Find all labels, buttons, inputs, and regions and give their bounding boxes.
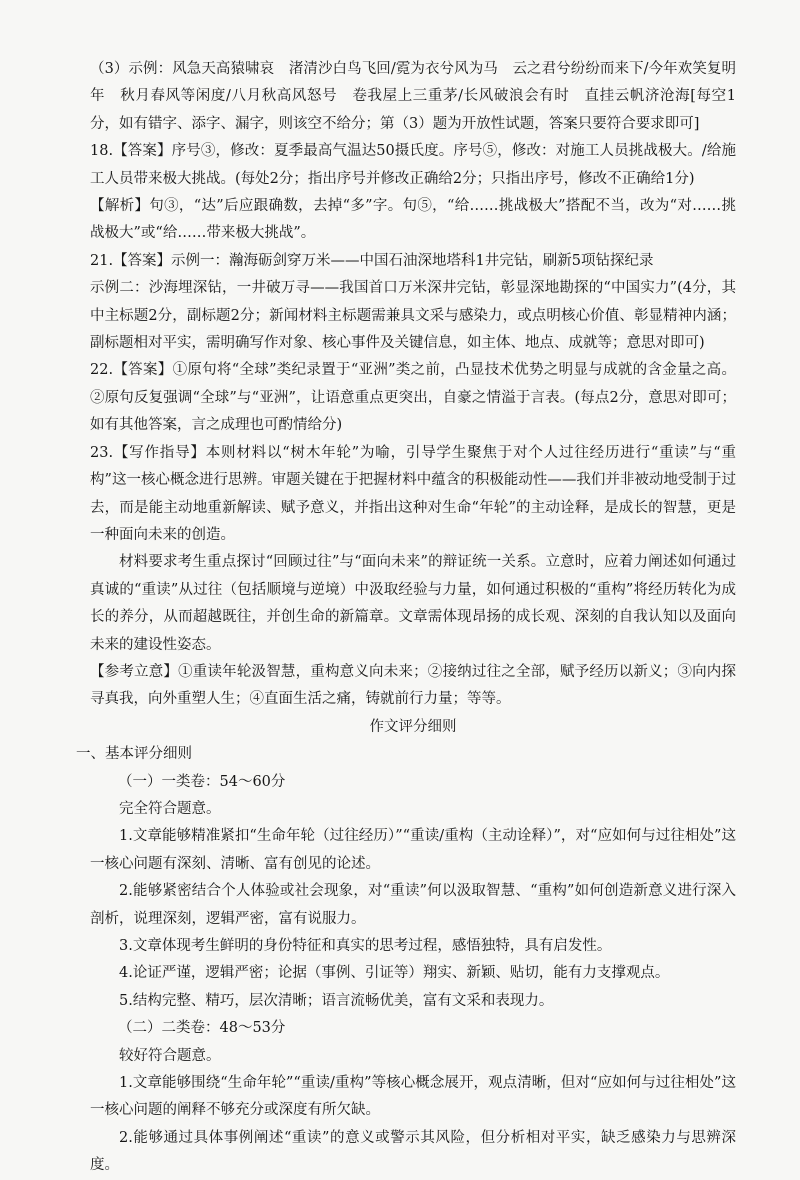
answer-21-example-1: 21.【答案】示例一：瀚海砺剑穿万米——中国石油深地塔科1井完钻，刷新5项钻探纪录	[90, 252, 654, 269]
grade-1-criterion-5: 5.结构完整、精巧，层次清晰；语言流畅优美，富有文采和表现力。	[119, 992, 554, 1009]
writing-guidance-23: 23.【写作指导】本则材料以“树木年轮”为喻，引导学生聚焦于对个人过往经历进行“重读”与“重构”这一核心概念进行思辨。审题关键在于把握材料中蕴含的积极能动性——我们并非被动地受制于过去，而是能主动地重新解读、赋予意义，并指出这种对生命“年轮”的主动诠释，是成长的智慧，更是一种面向未来的创造。	[90, 444, 736, 543]
answer-21-example-2: 示例二：沙海埋深钻，一井破万寻——我国首口万米深井完钻，彰显深地勘探的“中国实力”(4分，其中主标题2分，副标题2分；新闻材料主标题需兼具文采与感染力，或点明核心价值、彰显精神内涵；副标题相对平实，需明确写作对象、核心事件及关键信息，如主体、地点、成就等；意思对即可)	[90, 280, 736, 352]
grade-1-heading: （一）一类卷：54～60分	[118, 773, 286, 790]
grade-1-criterion-3: 3.文章体现考生鲜明的身份特征和真实的思考过程，感悟独特，具有启发性。	[119, 938, 612, 954]
writing-guidance-paragraph: 材料要求考生重点探讨“回顾过往”与“面向未来”的辩证统一关系。立意时，应着力阐述如何通过真诚的“重读”从过往（包括顺境与逆境）中汲取经验与力量，如何通过积极的“重构”将经历转化为成长的养分，从而超越既往，并创生命的新篇章。文章需体现昂扬的成长观、深刻的自我认知以及面向未来的建设性姿态。	[90, 554, 736, 653]
section-heading-basic: 一、基本评分细则	[76, 746, 192, 763]
grade-1-criterion-1: 1.文章能够精准紧扣“生命年轮（过往经历）”“重读/重构（主动诠释）”，对“应如何与过往相处”这一核心问题有深刻、清晰、富有创见的论述。	[90, 828, 736, 872]
grade-2-criterion-1: 1.文章能够围绕“生命年轮”“重读/重构”等核心概念展开，观点清晰，但对“应如何与过往相处”这一核心问题的阐释不够充分或深度有所欠缺。	[90, 1075, 736, 1119]
grade-1-criterion-2: 2.能够紧密结合个人体验或社会现象，对“重读”何以汲取智慧、“重构”如何创造新意义进行深入剖析，说理深刻，逻辑严密，富有说服力。	[90, 883, 736, 927]
scoring-title: 作文评分细则	[369, 718, 457, 735]
answer-22: 22.【答案】①原句将“全球”类纪录置于“亚洲”类之前，凸显技术优势之明显与成就的含金量之高。②原句反复强调“全球”与“亚洲”，让语意重点更突出，自豪之情溢于言表。(每点2分，意思对即可；如有其他答案，言之成理也可酌情给分)	[90, 362, 736, 434]
grade-2-criterion-2: 2.能够通过具体事例阐述“重读”的意义或警示其风险，但分析相对平实，缺乏感染力与思辨深度。	[90, 1129, 736, 1174]
grade-2-summary: 较好符合题意。	[119, 1047, 221, 1064]
grade-1-criterion-4: 4.论证严谨，逻辑严密；论据（事例、引证等）翔实、新颖、贴切，能有力支撑观点。	[119, 965, 670, 982]
answer-17-3: （3）示例：风急天高猿啸哀 渚清沙白鸟飞回/霓为衣兮风为马 云之君兮纷纷而来下/今年欢笑复明年 秋月春风等闲度/八月秋高风怒号 卷我屋上三重茅/长风破浪会有时 直挂云帆济沧海[每空1分，如有错字、添字、漏字，则该空不给分；第（3）题为开放性试题，答案只要符合要求即可]	[90, 61, 736, 132]
reference-theme: 【参考立意】①重读年轮汲智慧，重构意义向未来；②接纳过往之全部，赋予经历以新义；③向内探寻真我，向外重塑人生；④直面生活之痛，铸就前行力量；等等。	[90, 663, 736, 708]
analysis-18: 【解析】句③，“达”后应跟确数，去掉“多”字。句⑤，“给……挑战极大”搭配不当，改为“对……挑战极大”或“给……带来极大挑战”。	[90, 198, 736, 242]
grade-2-heading: （二）二类卷：48～53分	[118, 1020, 286, 1037]
answer-18: 18.【答案】序号③，修改：夏季最高气温达50摄氏度。序号⑤，修改：对施工人员挑战极大。/给施工人员带来极大挑战。(每处2分；指出序号并修改正确给2分；只指出序号，修改不正确给1分)	[90, 143, 736, 187]
grade-1-summary: 完全符合题意。	[119, 800, 221, 817]
